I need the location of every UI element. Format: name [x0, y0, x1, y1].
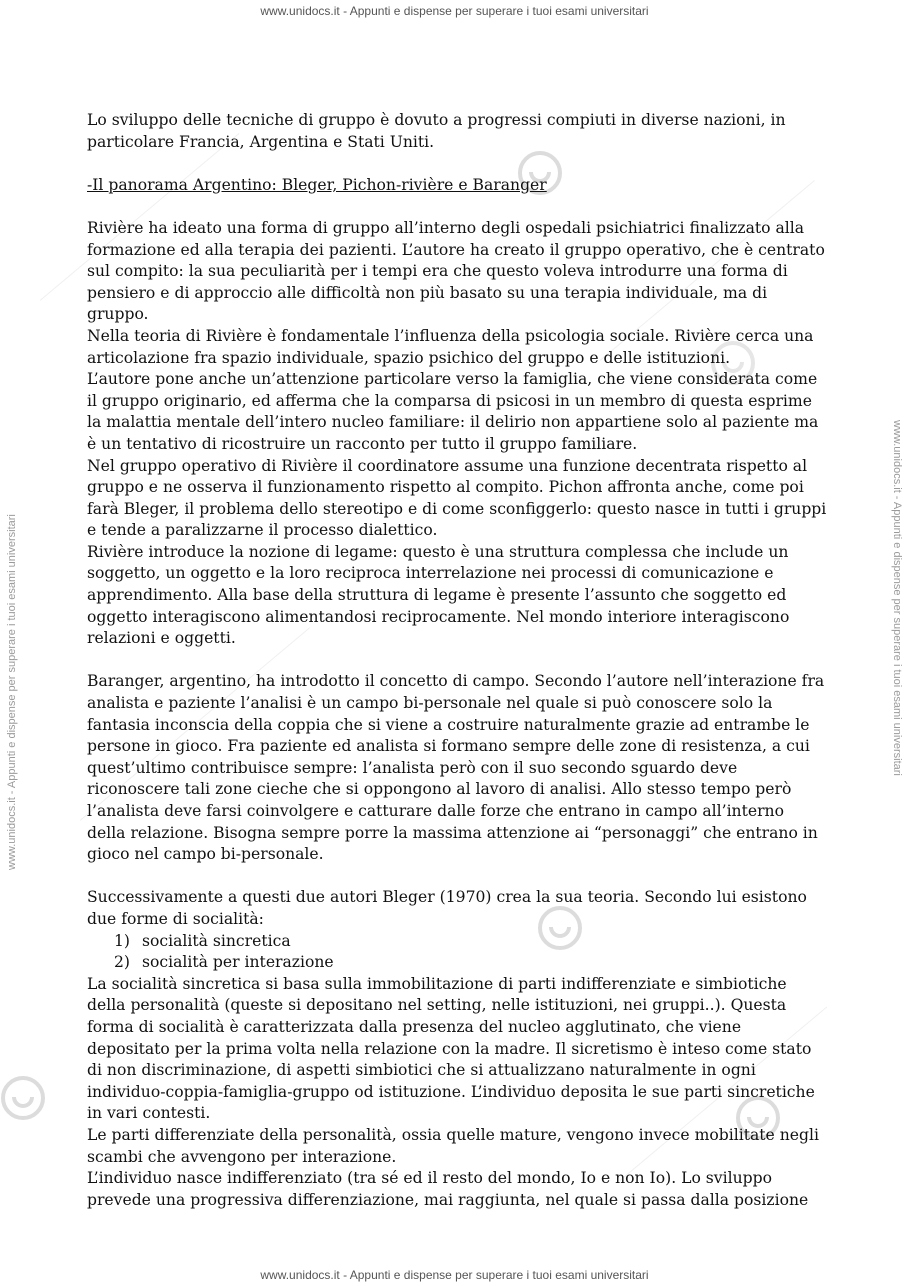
sociality-list [87, 931, 827, 974]
header-watermark: www.unidocs.it - Appunti e dispense per superare i tuoi esami universitari [260, 4, 649, 18]
paragraph-7: Successivamente a questi due autori Bleger (1970) crea la sua teoria. Secondo lui esistono due forme di socialità: [87, 888, 807, 928]
paragraph-1: Rivière ha ideato una forma di gruppo all’interno degli ospedali psichiatrici finalizzato alla formazione ed alla terapia dei pazienti. L’autore ha creato il gruppo operativo, che è centrato sul compito: la sua peculiarità per i tempi era che questo voleva introdurre una forma di pensiero e di approccio alle difficoltà non più basato su una terapia individuale, ma di gruppo. [87, 218, 825, 324]
paragraph-6: Baranger, argentino, ha introdotto il concetto di campo. Secondo l’autore nell’interazione fra analista e paziente l’analisi è un campo bi-personale nel quale si può conoscere solo la fantasia inconscia della coppia che si viene a costruire naturalmente grazie ad entrambe le persone in gioco. Fra paziente ed analista si formano sempre delle zone di resistenza, a cui quest’ultimo contribuisce sempre: l’analista però con il suo secondo sguardo deve riconoscere tali zone cieche che si oppongono al lavoro di analisi. Allo stesso tempo però l’analista deve farsi coinvolgere e catturare dalle forze che entrano in campo all’interno della relazione. Bisogna sempre porre la massima attenzione ai “personaggi” che entrano in gioco nel campo bi-personale. [87, 672, 825, 864]
footer-watermark: www.unidocs.it - Appunti e dispense per superare i tuoi esami universitari [260, 1268, 649, 1282]
document-body [87, 110, 827, 1211]
paragraph-4: Nel gruppo operativo di Rivière il coordinatore assume una funzione decentrata rispetto al gruppo e ne osserva il funzionamento rispetto al compito. Pichon affronta anche, come poi farà Bleger, il problema dello stereotipo e di come sconfiggerlo: questo nasce in tutti i gruppi e tende a paralizzarne il processo dialettico. [87, 456, 827, 540]
section-heading: -Il panorama Argentino: Bleger, Pichon-rivière e Baranger [87, 175, 547, 194]
unidocs-logo-icon [0, 1075, 46, 1121]
list-item [87, 952, 827, 974]
list-item-text: socialità per interazione [142, 953, 334, 972]
list-item-number: 2) [114, 953, 131, 972]
paragraph-8: La socialità sincretica si basa sulla immobilitazione di parti indifferenziate e simbiotiche della personalità (queste si depositano nel setting, nelle istituzioni, nei gruppi..). Questa forma di socialità è caratterizzata dalla presenza del nucleo agglutinato, che viene depositato per la prima volta nella relazione con la madre. Il sicretismo è inteso come stato di non discriminazione, di aspetti simbiotici che si attualizzano naturalmente in ogni individuo-coppia-famiglia-gruppo od istituzione. L’individuo deposita le sue parti sincretiche in vari contesti. [87, 974, 815, 1123]
paragraph-10: L’individuo nasce indifferenziato (tra sé ed il resto del mondo, Io e non Io). Lo sviluppo prevede una progressiva differenziazione, mai raggiunta, nel quale si passa dalla posizione [87, 1169, 809, 1209]
intro-paragraph: Lo sviluppo delle tecniche di gruppo è dovuto a progressi compiuti in diverse nazioni, in particolare Francia, Argentina e Stati Uniti. [87, 111, 786, 151]
paragraph-3: L’autore pone anche un’attenzione particolare verso la famiglia, che viene considerata come il gruppo originario, ed afferma che la comparsa di psicosi in un membro di questa esprime la malattia mentale dell’intero nucleo familiare: il delirio non appartiene solo al paziente ma è un tentativo di ricostruire un racconto per tutto il gruppo familiare. [87, 370, 819, 453]
paragraph-5: Rivière introduce la nozione di legame: questo è una struttura complessa che include un soggetto, un oggetto e la loro reciproca interrelazione nei processi di comunicazione e apprendimento. Alla base della struttura di legame è presente l’assunto che soggetto ed oggetto interagiscono alimentandosi reciprocamente. Nel mondo interiore interagiscono relazioni e oggetti. [87, 542, 790, 648]
paragraph-9: Le parti differenziate della personalità, ossia quelle mature, vengono invece mobilitate negli scambi che avvengono per interazione. [87, 1125, 819, 1166]
left-side-watermark: www.unidocs.it - Appunti e dispense per superare i tuoi esami universitari [6, 514, 18, 870]
list-item-text: socialità sincretica [142, 931, 291, 950]
list-item [87, 931, 827, 953]
right-side-watermark: www.unidocs.it - Appunti e dispense per superare i tuoi esami universitari [891, 420, 903, 776]
list-item-number: 1) [114, 931, 131, 950]
paragraph-2: Nella teoria di Rivière è fondamentale l’influenza della psicologia sociale. Rivière cerca una articolazione fra spazio individuale, spazio psichico del gruppo e delle istituzioni. [87, 326, 814, 367]
